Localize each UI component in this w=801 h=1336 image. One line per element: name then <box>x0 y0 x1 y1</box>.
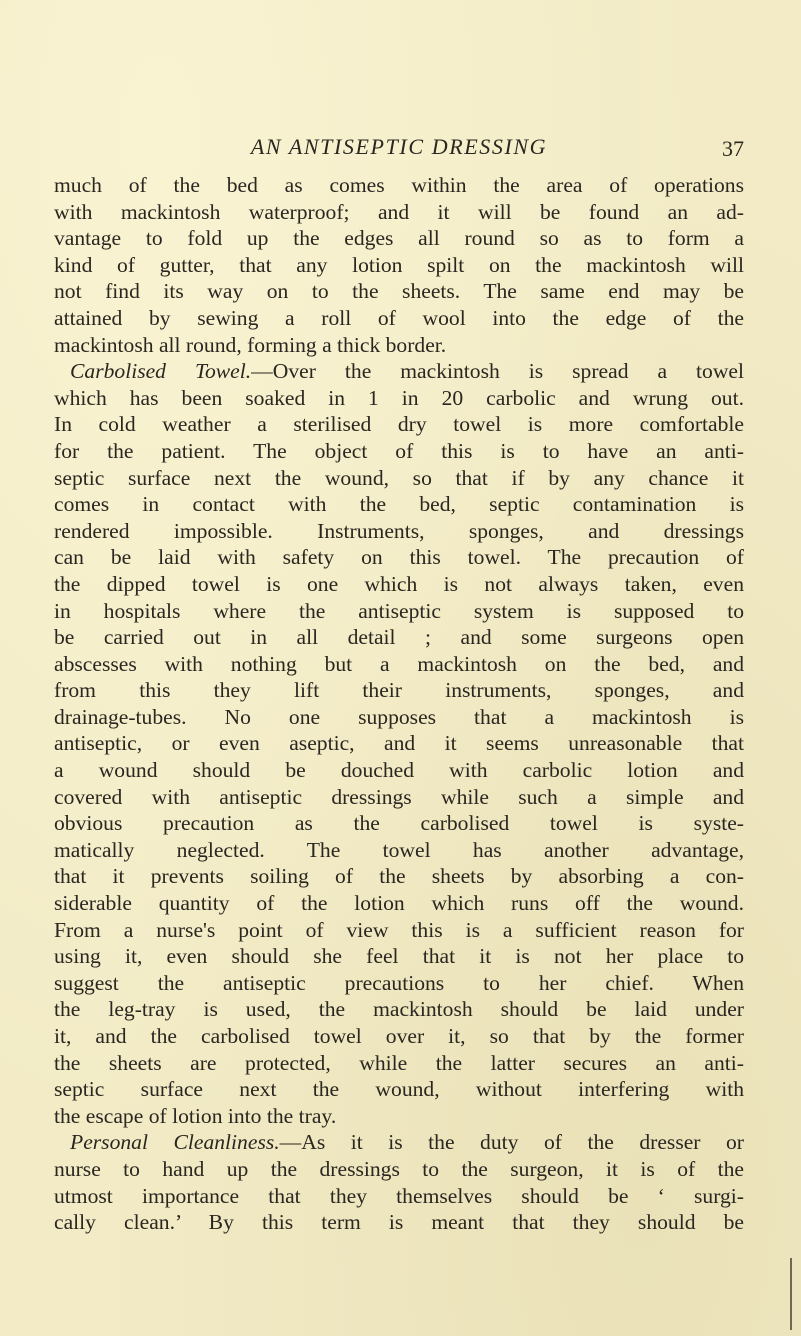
running-title: AN ANTISEPTIC DRESSING <box>250 134 548 159</box>
text-line: comes in contact with the bed, septic contamination is <box>54 492 744 517</box>
text-line: the sheets are protected, while the latter secures an anti- <box>54 1050 744 1075</box>
text-line: attained by sewing a roll of wool into the edge of the <box>54 305 744 330</box>
text-line: In cold weather a sterilised dry towel is more comfortable <box>54 412 744 437</box>
text-line: antiseptic, or even aseptic, and it seems unreasonable that <box>54 731 744 756</box>
text-line: not find its way on to the sheets. The same end may be <box>54 279 744 304</box>
page-edge-mark <box>790 1258 792 1330</box>
text-line: suggest the antiseptic precautions to her chief. When <box>54 970 744 995</box>
text-line: cally clean.’ By this term is meant that they should be <box>54 1210 744 1235</box>
running-head <box>54 132 744 162</box>
text-line: drainage-tubes. No one supposes that a mackintosh is <box>54 704 744 729</box>
text-line: rendered impossible. Instruments, sponges, and dressings <box>54 518 744 543</box>
text-line: a wound should be douched with carbolic lotion and <box>54 758 744 783</box>
text-line: using it, even should she feel that it is not her place to <box>54 944 744 969</box>
text-line: that it prevents soiling of the sheets by absorbing a con- <box>54 864 744 889</box>
text-line: utmost importance that they themselves should be ‘ surgi- <box>54 1183 744 1208</box>
text-line: covered with antiseptic dressings while such a simple and <box>54 784 744 809</box>
text-line: obvious precaution as the carbolised towel is syste- <box>54 811 744 836</box>
text-line: which has been soaked in 1 in 20 carbolic and wrung out. <box>54 385 744 410</box>
text-line: septic surface next the wound, so that if by any chance it <box>54 465 744 490</box>
text-line: the escape of lotion into the tray. <box>54 1103 337 1128</box>
text-line: much of the bed as comes within the area of operations <box>54 173 744 197</box>
text-line: From a nurse's point of view this is a sufficient reason for <box>54 917 744 942</box>
paragraph-start-line <box>54 1129 744 1156</box>
text-line: nurse to hand up the dressings to the surgeon, it is of the <box>54 1156 744 1181</box>
text-line: matically neglected. The towel has another advantage, <box>54 837 744 862</box>
text-line: can be laid with safety on this towel. The precaution of <box>54 545 744 570</box>
text-line: for the patient. The object of this is to have an anti- <box>54 438 744 463</box>
text-line: kind of gutter, that any lotion spilt on the mackintosh will <box>54 252 744 277</box>
page-number: 37 <box>722 136 744 161</box>
text-line: abscesses with nothing but a mackintosh on the bed, and <box>54 651 744 676</box>
text-line: the dipped towel is one which is not always taken, even <box>54 571 744 596</box>
text-line: from this they lift their instruments, sponges, and <box>54 678 744 703</box>
paragraph-start-line <box>54 358 744 385</box>
text-line-continuation: —As it is the duty of the dresser or <box>279 1130 744 1155</box>
text-line: septic surface next the wound, without interfering with <box>54 1077 744 1102</box>
text-line-continuation: —Over the mackintosh is spread a towel <box>251 359 745 384</box>
text-line: it, and the carbolised towel over it, so that by the former <box>54 1024 744 1048</box>
text-line: in hospitals where the antiseptic system is supposed to <box>54 598 744 623</box>
section-heading-personal-cleanliness: Personal Cleanliness. <box>70 1130 280 1155</box>
text-line: be carried out in all detail ; and some surgeons open <box>54 625 744 650</box>
section-heading-carbolised-towel: Carbolised Towel. <box>70 359 252 384</box>
text-line: mackintosh all round, forming a thick border. <box>54 332 447 357</box>
text-line: with mackintosh waterproof; and it will be found an ad- <box>54 199 744 224</box>
body-text <box>54 172 744 1236</box>
text-line: the leg-tray is used, the mackintosh should be laid under <box>54 997 744 1022</box>
text-line: siderable quantity of the lotion which runs off the wound. <box>54 891 744 916</box>
text-line: vantage to fold up the edges all round so as to form a <box>54 226 744 251</box>
